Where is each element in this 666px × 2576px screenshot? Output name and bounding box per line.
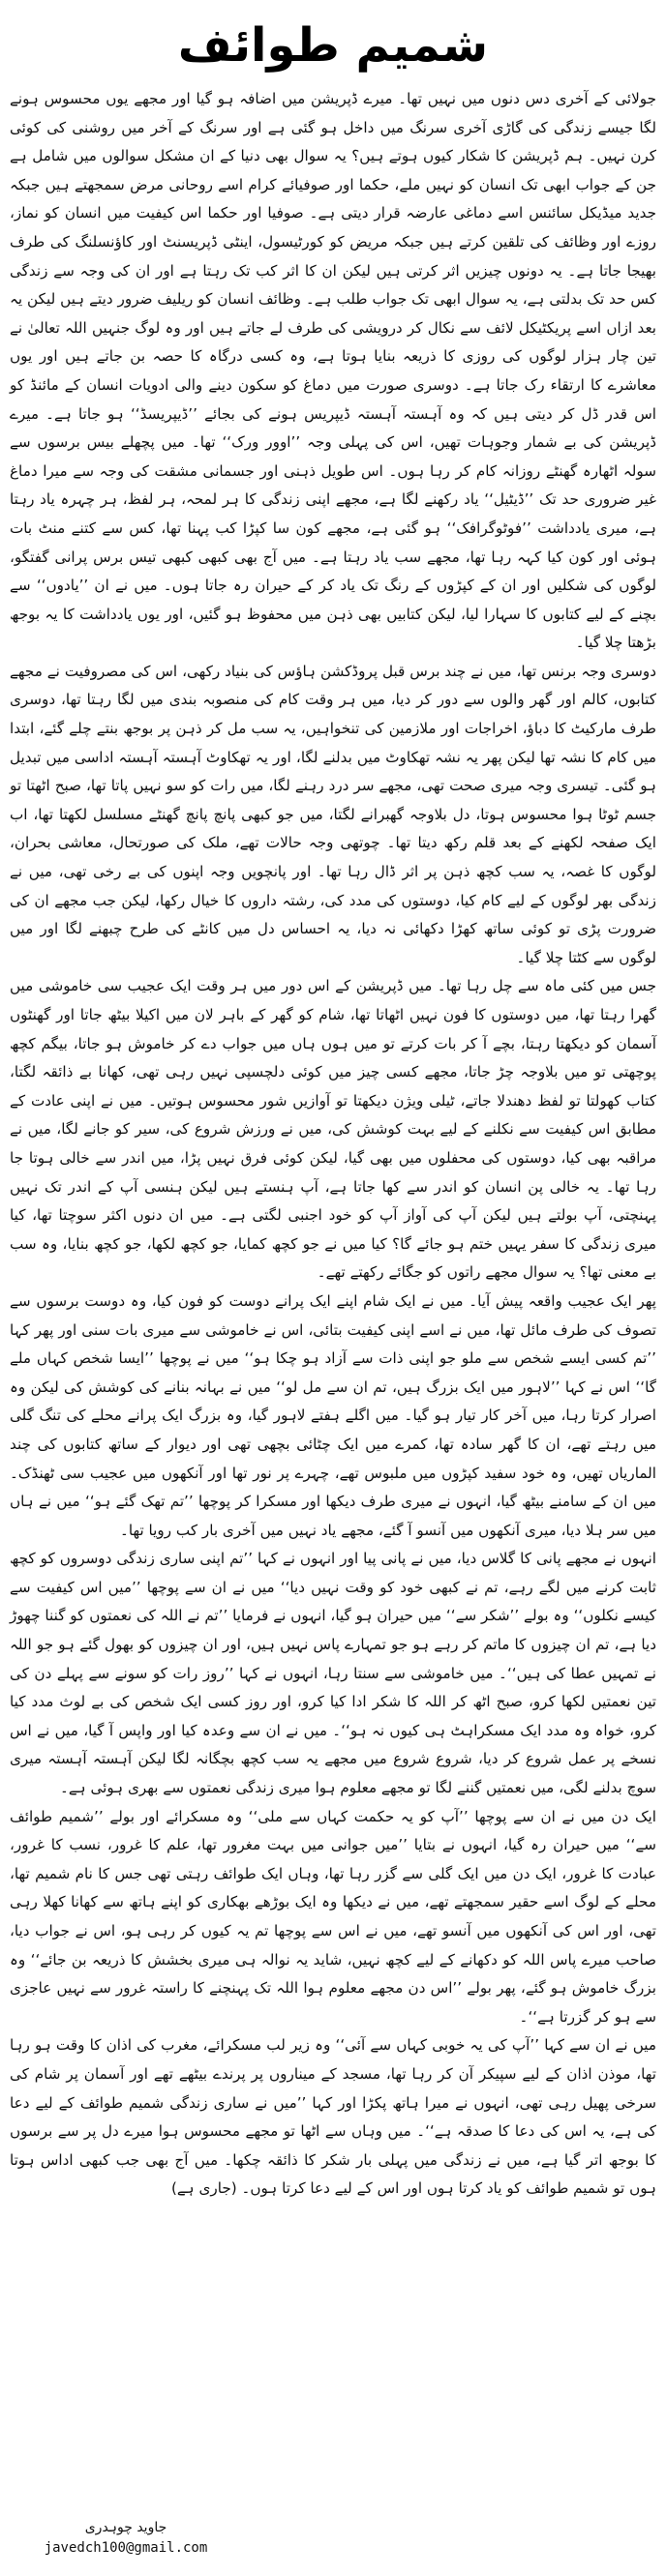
article-body — [10, 85, 656, 2204]
author-name: جاوید چوہدری — [84, 2520, 167, 2535]
author-email: javedch100@gmail.com — [44, 2540, 208, 2556]
article-paragraph: پھر ایک عجیب واقعہ پیش آیا۔ میں نے ایک شام اپنے ایک پرانے دوست کو فون کیا، وہ دوست برسوں سے تصوف کی طرف مائل تھا، میں نے اسے اپنی کیفیت بتائی، اس نے خاموشی سے میری بات سنی اور پھر کہا ’’تم کسی ایسے شخص سے ملو جو اپنی ذات سے آزاد ہو چکا ہو‘‘ میں نے پوچھا ’’ایسا شخص کہاں ملے گا‘‘ اس نے کہا ’’لاہور میں ایک بزرگ ہیں، تم ان سے مل لو‘‘ میں نے بہانہ بنانے کی کوشش کی لیکن وہ اصرار کرتا رہا، میں آخر کار تیار ہو گیا۔ میں اگلے ہفتے لاہور گیا، وہ بزرگ ایک پرانے محلے کی تنگ گلی میں رہتے تھے، ان کا گھر سادہ تھا، کمرے میں ایک چٹائی بچھی تھی اور دیوار کے ساتھ کتابوں کی چند الماریاں تھیں، وہ خود سفید کپڑوں میں ملبوس تھے، چہرے پر نور تھا اور آنکھوں میں عجیب سی ٹھنڈک۔ میں ان کے سامنے بیٹھ گیا، انہوں نے میری طرف دیکھا اور مسکرا کر پوچھا ’’تم تھک گئے ہو‘‘ میں نے ہاں میں سر ہلا دیا، میری آنکھوں میں آنسو آ گئے، مجھے یاد نہیں میں آخری بار کب رویا تھا۔ — [10, 1291, 656, 1539]
article-paragraph: جس میں کئی ماہ سے چل رہا تھا۔ میں ڈپریشن کے اس دور میں ہر وقت ایک عجیب سی خاموشی میں گھرا رہتا تھا، میں دوستوں کا فون نہیں اٹھاتا تھا، شام کو گھر کے باہر لان میں اکیلا بیٹھ جاتا اور گھنٹوں آسمان کو دیکھتا رہتا، بچے آ کر بات کرتے تو میں ہوں ہاں میں جواب دے کر خاموش ہو جاتا، بیگم کچھ پوچھتی تو میں بلاوجہ چڑ جاتا، مجھے کسی چیز میں کوئی دلچسپی نہیں رہی تھی، کھانا بے ذائقہ لگتا، کتاب کھولتا تو لفظ دھندلا جاتے، ٹیلی ویژن دیکھتا تو آوازیں شور محسوس ہوتیں۔ میں نے اپنی عادت کے مطابق اس کیفیت سے نکلنے کے لیے بہت کوشش کی، میں نے ورزش شروع کی، سیر کو جانے لگا، میں نے مراقبہ بھی کیا، دوستوں کی محفلوں میں بھی گیا، لیکن کوئی فرق نہیں پڑا، میں اندر سے خالی ہوتا جا رہا تھا۔ یہ خالی پن انسان کو اندر سے کھا جاتا ہے، آپ ہنستے ہیں لیکن ہنسی آپ کے اندر تک نہیں پہنچتی، آپ بولتے ہیں لیکن آپ کی آواز آپ کو خود اجنبی لگتی ہے۔ میں ان دنوں اکثر سوچتا تھا، کیا میری زندگی کا سفر یہیں ختم ہو جائے گا؟ کیا میں نے جو کچھ کمایا، جو کچھ لکھا، جو کچھ بنایا، وہ سب بے معنی تھا؟ یہ سوال مجھے راتوں کو جگائے رکھتے تھے۔ — [10, 977, 656, 1282]
article-paragraph: میں نے ان سے کہا ’’آپ کی یہ خوبی کہاں سے آئی‘‘ وہ زیر لب مسکرائے، مغرب کی اذان کا وقت ہو رہا تھا، موذن اذان کے لیے سپیکر آن کر رہا تھا، مسجد کے میناروں پر پرندے بیٹھے تھے اور آسمان پر شام کی سرخی پھیل رہی تھی، انہوں نے میرا ہاتھ پکڑا اور کہا ’’میں نے ساری زندگی شمیم طوائف کے لیے دعا کی ہے، یہ اس کی دعا کا صدقہ ہے‘‘۔ میں وہاں سے اٹھا تو مجھے محسوس ہوا میرے دل پر سے برسوں کا بوجھ اتر گیا ہے، میں نے زندگی میں پہلی بار شکر کا ذائقہ چکھا۔ میں آج بھی جب کبھی اداس ہوتا ہوں تو شمیم طوائف کو یاد کرتا ہوں اور اس کے لیے دعا کرتا ہوں۔ (جاری ہے) — [10, 2036, 656, 2198]
article-paragraph: ایک دن میں نے ان سے پوچھا ’’آپ کو یہ حکمت کہاں سے ملی‘‘ وہ مسکرائے اور بولے ’’شمیم طوائف سے‘‘ میں حیران رہ گیا، انہوں نے بتایا ’’میں جوانی میں بہت مغرور تھا، علم کا غرور، نسب کا غرور، عبادت کا غرور، ایک دن میں ایک گلی سے گزر رہا تھا، وہاں ایک طوائف رہتی تھی جس کا نام شمیم تھا، محلے کے لوگ اسے حقیر سمجھتے تھے، میں نے دیکھا وہ ایک بوڑھے بھکاری کو اپنے ہاتھ سے کھانا کھلا رہی تھی، اور اس کی آنکھوں میں آنسو تھے، میں نے اس سے پوچھا تم یہ کیوں کر رہی ہو، اس نے جواب دیا، صاحب میرے پاس اللہ کو دکھانے کے لیے کچھ نہیں، شاید یہ نوالہ ہی میری بخشش کا ذریعہ بن جائے‘‘ وہ بزرگ خاموش ہو گئے، پھر بولے ’’اس دن مجھے معلوم ہوا اللہ تک پہنچنے کا راستہ غرور سے نہیں عاجزی سے ہو کر گزرتا ہے‘‘۔ — [10, 1807, 656, 2026]
article-headline: شمیم طوائف — [177, 18, 489, 73]
article-paragraph: دوسری وجہ برنس تھا، میں نے چند برس قبل پروڈکشن ہاؤس کی بنیاد رکھی، اس کی مصروفیت نے مجھے کتابوں، کالم اور گھر والوں سے دور کر دیا، میں ہر وقت کام کی منصوبہ بندی میں لگا رہتا تھا، دوسری طرف مارکیٹ کا دباؤ، اخراجات اور ملازمین کی تنخواہیں، یہ سب مل کر ذہن پر بوجھ بنتے چلے گئے، ابتدا میں کام کا نشہ تھا لیکن پھر یہ نشہ تھکاوٹ میں بدلنے لگا، اور یہ تھکاوٹ آہستہ آہستہ اداسی میں تبدیل ہو گئی۔ تیسری وجہ میری صحت تھی، مجھے سر درد رہنے لگا، میں رات کو سو نہیں پاتا تھا، صبح اٹھتا تو جسم ٹوٹا ہوا محسوس ہوتا، دل بلاوجہ گھبرانے لگتا، میں جو کبھی پانچ پانچ گھنٹے مسلسل لکھتا تھا، اب ایک صفحہ لکھنے کے بعد قلم رکھ دیتا تھا۔ چوتھی وجہ حالات تھے، ملک کی صورتحال، معاشی بحران، لوگوں کا غصہ، یہ سب کچھ ذہن پر اثر ڈال رہا تھا۔ اور پانچویں وجہ اپنوں کی بے رخی تھی، میں نے زندگی بھر لوگوں کے لیے کام کیا، دوستوں کی مدد کی، رشتہ داروں کا خیال رکھا، لیکن جب مجھے ان کی ضرورت پڑی تو کوئی ساتھ کھڑا دکھائی نہ دیا، یہ احساس دل میں کانٹے کی طرح چبھنے لگا اور میں لوگوں سے کٹتا چلا گیا۔ — [10, 662, 656, 966]
article-paragraph: انہوں نے مجھے پانی کا گلاس دیا، میں نے پانی پیا اور انہوں نے کہا ’’تم اپنی ساری زندگی دوسروں کو کچھ ثابت کرنے میں لگے رہے، تم نے کبھی خود کو وقت نہیں دیا‘‘ میں نے ان سے پوچھا ’’میں اس کیفیت سے کیسے نکلوں‘‘ وہ بولے ’’شکر سے‘‘ میں حیران ہو گیا، انہوں نے فرمایا ’’تم نے اللہ کی نعمتوں کو گننا چھوڑ دیا ہے، تم ان چیزوں کا ماتم کر رہے ہو جو تمہارے پاس نہیں ہیں، اور ان چیزوں کو بھول گئے ہو جو اللہ نے تمہیں عطا کی ہیں‘‘۔ میں خاموشی سے سنتا رہا، انہوں نے کہا ’’روز رات کو سونے سے پہلے دن کی تین نعمتیں لکھا کرو، صبح اٹھ کر اللہ کا شکر ادا کیا کرو، اور روز کسی ایک شخص کی بے لوث مدد کیا کرو، خواہ وہ مدد ایک مسکراہٹ ہی کیوں نہ ہو‘‘۔ میں نے ان سے وعدہ کیا اور واپس آ گیا، میں نے اس نسخے پر عمل شروع کر دیا، شروع شروع میں مجھے یہ سب کچھ بچگانہ لگا لیکن آہستہ آہستہ میری سوچ بدلنے لگی، میں نعمتیں گننے لگا تو مجھے معلوم ہوا میری زندگی نعمتوں سے بھری ہوئی ہے۔ — [10, 1550, 656, 1797]
byline — [10, 2517, 242, 2558]
article-paragraph: جولائی کے آخری دس دنوں میں نہیں تھا۔ میرے ڈپریشن میں اضافہ ہو گیا اور مجھے یوں محسوس ہونے لگا جیسے زندگی کی گاڑی آخری سرنگ میں داخل ہو گئی ہے اور سرنگ کے آخر میں روشنی کی کوئی کرن نہیں۔ ہم ڈپریشن کا شکار کیوں ہوتے ہیں؟ یہ سوال بھی دنیا کے ان مشکل سوالوں میں شامل ہے جن کے جواب ابھی تک انسان کو نہیں ملے، حکما اور صوفیائے کرام اسے روحانی مرض سمجھتے ہیں جبکہ جدید میڈیکل سائنس اسے دماغی عارضہ قرار دیتی ہے۔ صوفیا اور حکما اس کیفیت میں انسان کو نماز، روزے اور وظائف کی تلقین کرتے ہیں جبکہ مریض کو کورٹیسول، اینٹی ڈپریسنٹ اور کاؤنسلنگ کی طرف بھیجا جاتا ہے۔ یہ دونوں چیزیں اثر کرتی ہیں لیکن ان کا اثر کب تک رہتا ہے اور ان کی وجہ سے زندگی کس حد تک بدلتی ہے، یہ سوال ابھی تک جواب طلب ہے۔ وظائف انسان کو ریلیف ضرور دیتے ہیں لیکن یہ بعد ازاں اسے پریکٹیکل لائف سے نکال کر درویشی کی طرف لے جاتے ہیں اور وہ لوگ جنہیں اللہ تعالیٰ نے تین چار ہزار لوگوں کی روزی کا ذریعہ بنایا ہوتا ہے، وہ کسی درگاہ کا حصہ بن جاتے ہیں اور یوں معاشرے کا ارتقاء رک جاتا ہے۔ دوسری صورت میں دماغ کو سکون دینے والی ادویات انسان کے مائنڈ کو اس قدر ڈل کر دیتی ہیں کہ وہ آہستہ آہستہ ڈیپریس ہونے کی بجائے ’’ڈیپریسڈ‘‘ ہو جاتا ہے۔ میرے ڈپریشن کی بے شمار وجوہات تھیں، اس کی پہلی وجہ ’’اوور ورک‘‘ تھا۔ میں پچھلے بیس برسوں سے سولہ اٹھارہ گھنٹے روزانہ کام کر رہا ہوں۔ اس طویل ذہنی اور جسمانی مشقت کی وجہ سے میرا دماغ غیر ضروری حد تک ’’ڈیٹیل‘‘ یاد رکھنے لگا ہے، مجھے اپنی زندگی کا ہر لمحہ، ہر لفظ، ہر چہرہ یاد رہتا ہے، میری یادداشت ’’فوٹوگرافک‘‘ ہو گئی ہے، مجھے کون سا کپڑا کب پہنا تھا، کس سے کتنے منٹ بات ہوئی اور کون کیا کہہ رہا تھا، مجھے سب یاد رہتا ہے۔ میں آج بھی کبھی کبھی تیس برس پرانی گفتگو، لوگوں کی شکلیں اور ان کے کپڑوں کے رنگ تک یاد کر کے حیران رہ جاتا ہوں۔ میں نے ان ’’یادوں‘‘ سے بچنے کے لیے کتابوں کا سہارا لیا، لیکن کتابیں بھی ذہن میں محفوظ ہو گئیں، اور یوں یادداشت کا یہ بوجھ بڑھتا چلا گیا۔ — [10, 90, 656, 652]
headline-container — [10, 6, 656, 85]
